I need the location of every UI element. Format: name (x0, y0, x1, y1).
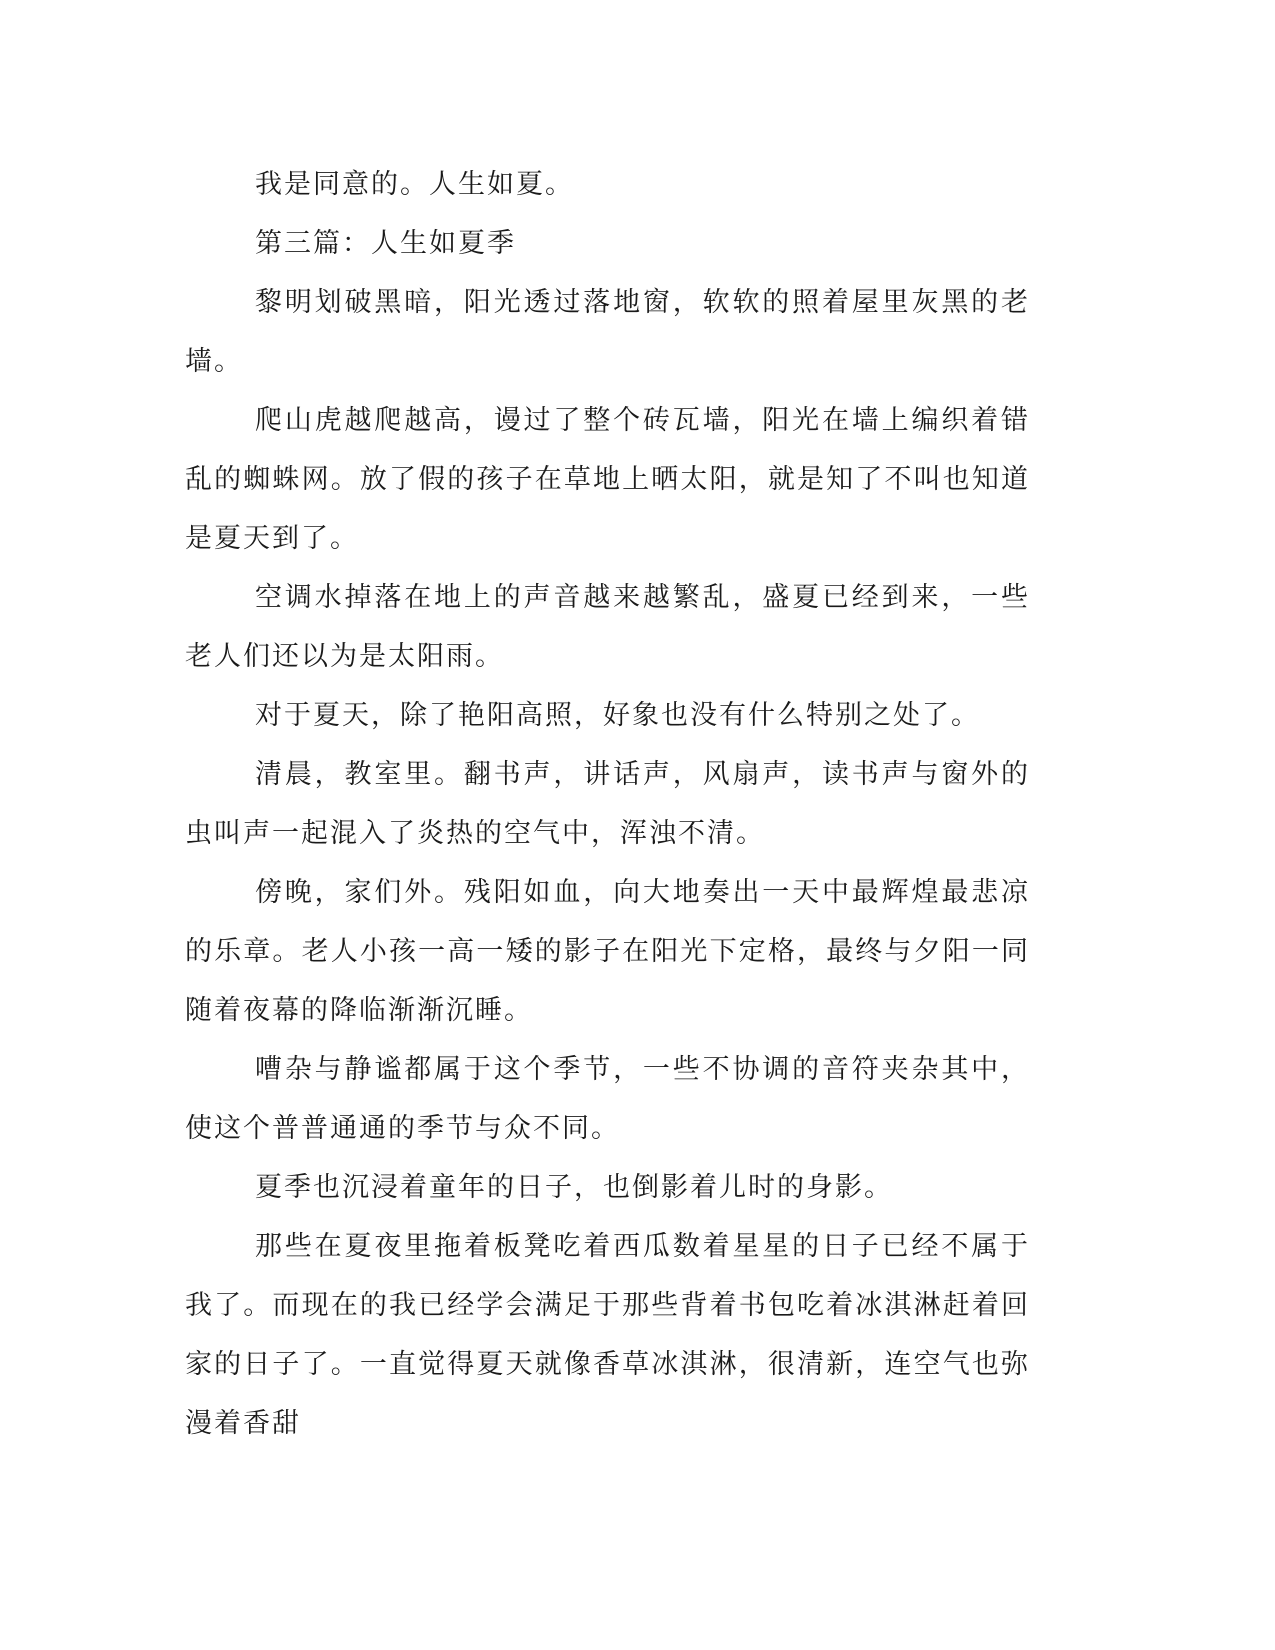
paragraph: 我是同意的。人生如夏。 (255, 169, 574, 200)
paragraph: 那些在夏夜里拖着板凳吃着西瓜数着星星的日子已经不属于我了。而现在的我已经学会满足于那些背着书包吃着冰淇淋赶着回家的日子了。一直觉得夏天就像香草冰淇淋，很清新，连空气也弥漫着香甜 (185, 1231, 1030, 1439)
section-heading: 第三篇：人生如夏季 (255, 228, 516, 259)
paragraph: 黎明划破黑暗，阳光透过落地窗，软软的照着屋里灰黑的老墙。 (185, 287, 1030, 377)
paragraph: 嘈杂与静谧都属于这个季节，一些不协调的音符夹杂其中，使这个普普通通的季节与众不同。 (185, 1054, 1030, 1144)
paragraph: 爬山虎越爬越高，谩过了整个砖瓦墙，阳光在墙上编织着错乱的蜘蛛网。放了假的孩子在草地上晒太阳，就是知了不叫也知道是夏天到了。 (185, 405, 1030, 554)
paragraph: 空调水掉落在地上的声音越来越繁乱，盛夏已经到来，一些老人们还以为是太阳雨。 (185, 582, 1030, 672)
body-text (185, 155, 1030, 1453)
paragraph: 对于夏天，除了艳阳高照，好象也没有什么特别之处了。 (255, 700, 980, 731)
paragraph: 傍晚，家们外。残阳如血，向大地奏出一天中最辉煌最悲凉的乐章。老人小孩一高一矮的影子在阳光下定格，最终与夕阳一同随着夜幕的降临渐渐沉睡。 (185, 877, 1030, 1026)
paragraph: 夏季也沉浸着童年的日子，也倒影着儿时的身影。 (255, 1172, 893, 1203)
paragraph: 清晨，教室里。翻书声，讲话声，风扇声，读书声与窗外的虫叫声一起混入了炎热的空气中，浑浊不清。 (185, 759, 1030, 849)
